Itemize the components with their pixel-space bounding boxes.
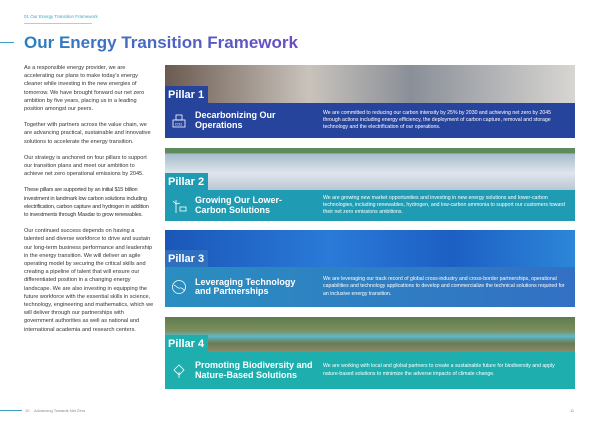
pillar-label: Pillar 3 [165, 250, 208, 267]
pillar-heading: Promoting Biodiversity and Nature-Based Solutions [195, 360, 313, 380]
pillar-heading: Growing Our Lower-Carbon Solutions [195, 195, 282, 215]
globe-network-icon [171, 279, 187, 295]
workers-photo [165, 65, 575, 103]
mangroves-photo [165, 317, 575, 352]
paragraph: Together with partners across the value chain, we are advancing practical, sustainable and innovative solutions to accelerate the energy transition. [24, 122, 151, 145]
solar-panels-photo [165, 148, 575, 190]
svg-text:CO2: CO2 [175, 122, 183, 126]
page-title: Our Energy Transition Framework [24, 33, 298, 52]
leaf-tree-icon [171, 363, 187, 379]
breadcrumb: 01 Our Energy Transition Framework [24, 14, 98, 19]
page-number-right: 11 [570, 408, 575, 413]
pillar-description: We are growing new market opportunities and investing in new energy solutions and lower-carbon technologies, including renewables, hydrogen, and low-carbon ammonia to support our customers toward their net zero emissions ambitions. [323, 194, 565, 216]
pillar-label: Pillar 4 [165, 335, 208, 352]
pillar-3-card [165, 230, 575, 307]
pillar-2-card [165, 148, 575, 221]
title-rule [0, 42, 14, 43]
pillar-label: Pillar 1 [165, 86, 208, 103]
pillar-heading: Decarbonizing Our Operations [195, 110, 276, 130]
footer-rule [0, 410, 22, 411]
breadcrumb-underline [24, 23, 92, 24]
co2-factory-icon [171, 113, 187, 129]
control-room-photo [165, 230, 575, 267]
pillar-4-card [165, 317, 575, 389]
paragraph: These pillars are supported by an initial $15 billion investment in landmark low carbon solutions including electrification, carbon capture and hydrogen in addition to investments through Masdar to grow renewables. [24, 187, 149, 219]
pillar-description: We are working with local and global partners to create a sustainable future for biodiversity and apply nature-based solutions to minimize the adverse impacts of climate change. [323, 363, 555, 377]
paragraph: Our continued success depends on having a talented and diverse workforce to drive and sustain our long-term business performance and leadership in the energy transition. We will deliver an agile operating model by securing the critical skills and creating a pipeline of talent that will ensure our differentiated position in a changing energy landscape. We are also investing in equipping the future workforce with the essential skills in science, technology, engineering and mathematics, which we will deliver through our partnerships with government authorities as well as national and international academia and research centers. [24, 228, 154, 333]
body-text [24, 64, 154, 342]
pillar-heading: Leveraging Technology and Partnerships [195, 276, 296, 296]
wind-solar-icon [171, 198, 187, 214]
pillar-label: Pillar 2 [165, 173, 208, 190]
pillar-1-card [165, 65, 575, 138]
pillar-description: We are leveraging our track record of global cross-industry and cross-border partnerships, operational capabilities and technology applications to develop and commercialize the technical solutions required for an inclusive energy transition. [323, 276, 565, 297]
paragraph: As a responsible energy provider, we are accelerating our plans to make today's energy cleaner while investing in the new energies of tomorrow. We have brought forward our net zero ambition by five years, placing us in a leading position amongst our peers. [24, 65, 145, 113]
page-number-left: 10 [25, 408, 30, 413]
paragraph: Our strategy is anchored on four pillars to support our transition plans and meet our ambition to achieve net zero operational emissions by 2045. [24, 154, 147, 178]
pillar-description: We are committed to reducing our carbon intensity by 25% by 2030 and achieving net zero by 2045 through actions including energy efficiency, the deployment of carbon capture, removal and storage technology and the electrification of our operations. [323, 109, 552, 131]
footer-section: Advancing Towards Net Zero [34, 408, 86, 413]
